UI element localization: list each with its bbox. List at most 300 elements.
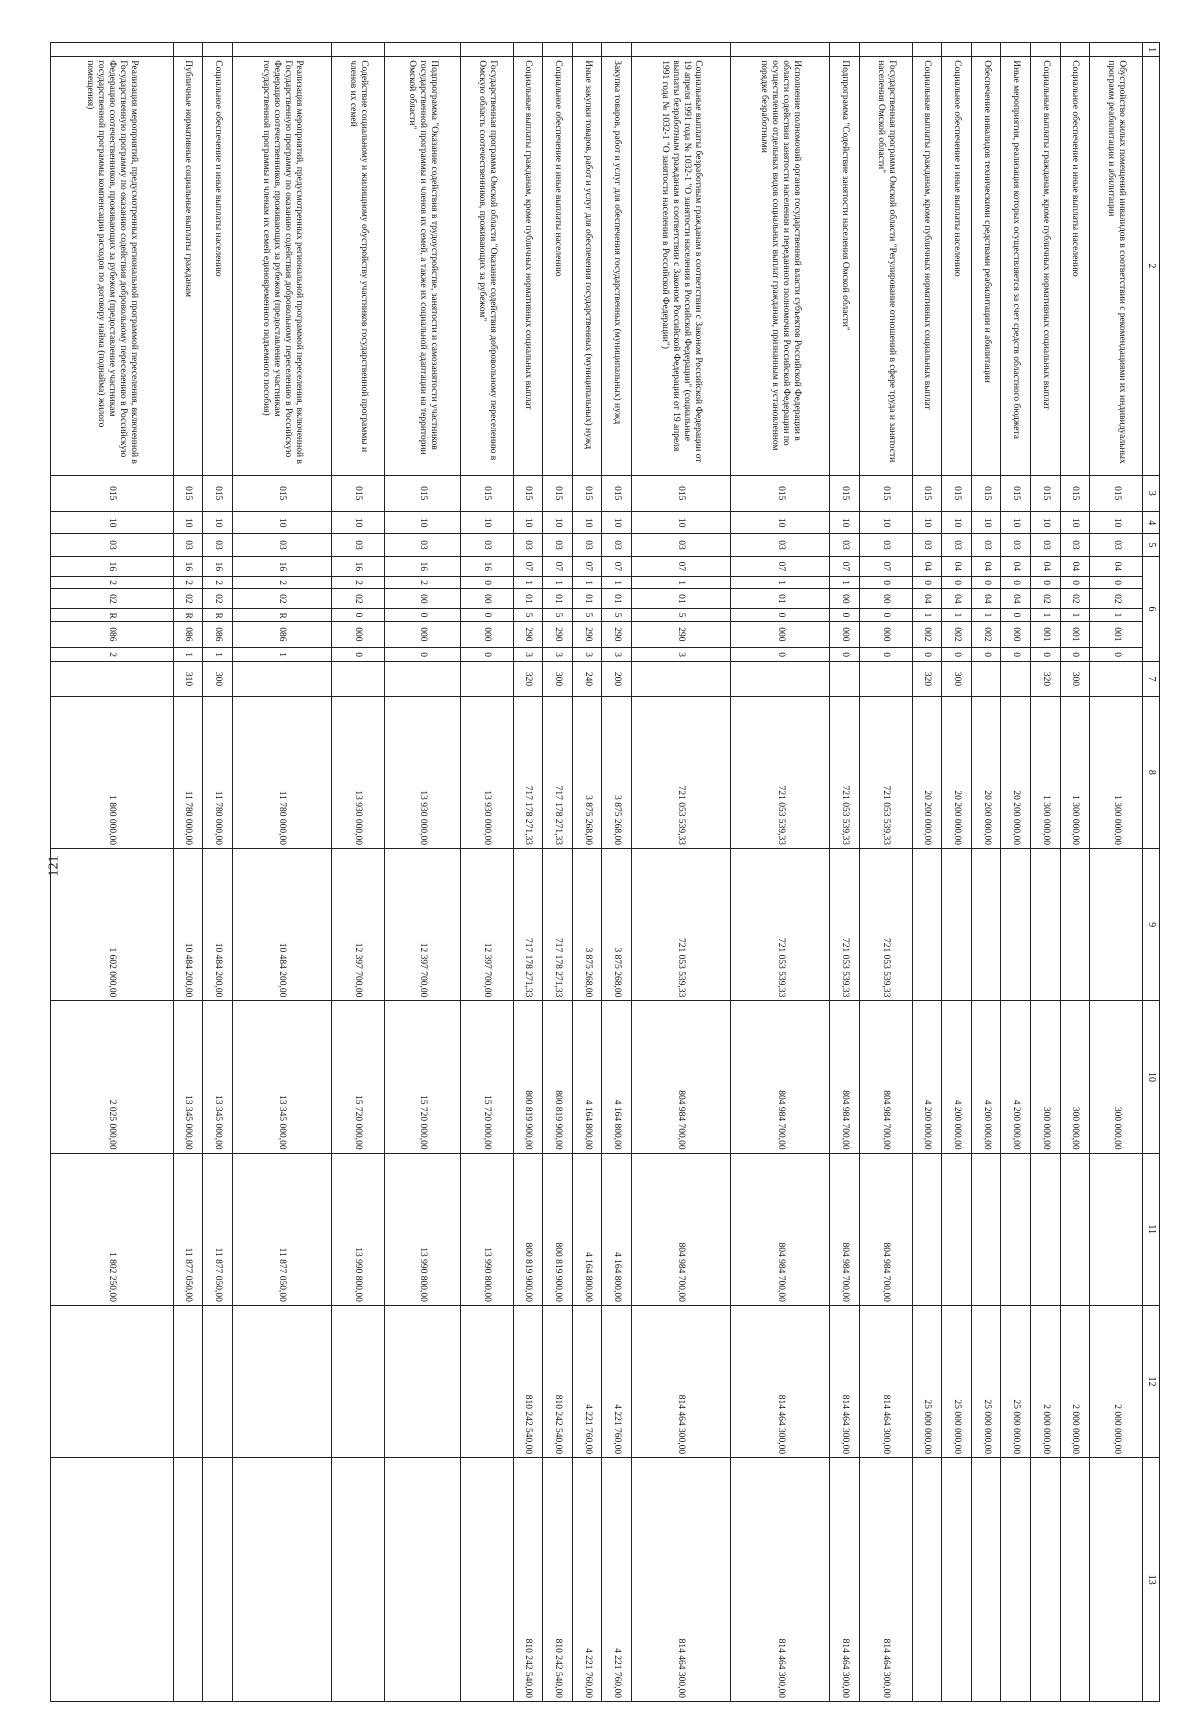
target-article-segment: 0 [1090, 648, 1143, 662]
target-article-segment: 04 [1090, 556, 1143, 576]
target-article-segment: 002 [942, 621, 972, 647]
section-code-cell: 10 [602, 512, 632, 534]
column-header-5: 5 [1143, 534, 1160, 556]
target-article-segment: 0 [859, 648, 912, 662]
subsection-code-cell: 03 [859, 534, 912, 556]
amount-cell-9: 12 397 700,00 [460, 849, 513, 1001]
target-article-segment: 001 [1090, 621, 1143, 647]
target-article-segment: 086 [51, 621, 174, 647]
target-article-segment: 07 [602, 556, 632, 576]
amount-cell-10: 804 984 700,00 [631, 1001, 730, 1153]
amount-cell-11: 804 984 700,00 [731, 1153, 830, 1305]
department-code-cell: 015 [203, 475, 233, 512]
amount-cell-9: 12 397 700,00 [332, 849, 385, 1001]
amount-cell-11 [1031, 1153, 1061, 1305]
target-article-segment: 07 [830, 556, 860, 576]
target-article-segment: R [51, 609, 174, 621]
amount-cell-11: 804 984 700,00 [631, 1153, 730, 1305]
table-row [513, 43, 543, 1702]
target-article-segment: 16 [460, 556, 513, 576]
row-number-cell [232, 43, 331, 57]
amount-cell-12: 25 000 000,00 [971, 1305, 1001, 1457]
item-name-cell: Закупка товаров, работ и услуг для обеспечения государственных (муниципальных) нужд [602, 57, 632, 475]
table-row [1090, 43, 1143, 1702]
target-article-segment: 07 [859, 556, 912, 576]
target-article-segment: 5 [631, 609, 730, 621]
amount-cell-12: 814 464 300,00 [631, 1305, 730, 1457]
target-article-segment: 02 [1090, 589, 1143, 609]
amount-cell-12: 4 221 760,00 [602, 1305, 632, 1457]
row-number-cell [912, 43, 942, 57]
subsection-code-cell: 03 [203, 534, 233, 556]
amount-cell-10: 4 200 000,00 [1001, 1001, 1031, 1153]
target-article-segment: 00 [859, 589, 912, 609]
target-article-segment: 1 [173, 648, 203, 662]
target-article-segment: 1 [1031, 609, 1061, 621]
amount-cell-12: 814 464 300,00 [830, 1305, 860, 1457]
item-name-cell: Реализация мероприятий, предусмотренных региональной программой переселения, включенной в Государственную программу по оказанию содействия добровольному переселению в Российскую Федерацию соотечественников, проживающих за рубежом (предоставление участникам государственной программы компенсации расходов по договору найма (поднайма) жилого помещения) [51, 57, 174, 475]
department-code-cell: 015 [173, 475, 203, 512]
amount-cell-8: 13 930 000,00 [332, 696, 385, 848]
table-row [971, 43, 1001, 1702]
amount-cell-11: 13 990 800,00 [332, 1153, 385, 1305]
target-article-segment: 290 [602, 621, 632, 647]
amount-cell-9: 717 178 271,33 [543, 849, 573, 1001]
target-article-segment: 0 [830, 609, 860, 621]
target-article-segment: 02 [203, 589, 233, 609]
target-article-segment: 5 [543, 609, 573, 621]
target-article-segment: 2 [232, 577, 331, 589]
amount-cell-8: 20 200 000,00 [912, 696, 942, 848]
target-article-segment: 04 [942, 589, 972, 609]
column-header-10: 10 [1143, 1001, 1160, 1153]
target-article-segment: 002 [971, 621, 1001, 647]
amount-cell-9: 10 484 200,00 [203, 849, 233, 1001]
target-article-segment: 5 [513, 609, 543, 621]
amount-cell-12: 2 000 000,00 [1090, 1305, 1143, 1457]
target-article-segment: 000 [731, 621, 830, 647]
table-row [1060, 43, 1090, 1702]
target-article-segment: 0 [1090, 577, 1143, 589]
amount-cell-9 [1090, 849, 1143, 1001]
row-number-cell [602, 43, 632, 57]
amount-cell-11 [1060, 1153, 1090, 1305]
amount-cell-13: 810 242 540,00 [513, 1458, 543, 1702]
target-article-segment: 01 [572, 589, 602, 609]
expense-type-cell: 300 [1060, 662, 1090, 697]
amount-cell-13 [203, 1458, 233, 1702]
row-number-cell [942, 43, 972, 57]
row-number-cell [830, 43, 860, 57]
table-row [912, 43, 942, 1702]
item-name-cell: Социальные выплаты гражданам, кроме публичных нормативных социальных выплат [513, 57, 543, 475]
target-article-segment: 04 [971, 556, 1001, 576]
target-article-segment: 04 [942, 556, 972, 576]
target-article-segment: 000 [332, 621, 385, 647]
section-code-cell: 10 [859, 512, 912, 534]
target-article-segment: 000 [384, 621, 460, 647]
department-code-cell: 015 [572, 475, 602, 512]
amount-cell-10: 300 000,00 [1090, 1001, 1143, 1153]
target-article-segment: 0 [460, 609, 513, 621]
table-row [384, 43, 460, 1702]
section-code-cell: 10 [971, 512, 1001, 534]
target-article-segment: 00 [460, 589, 513, 609]
target-article-segment: 07 [572, 556, 602, 576]
row-number-cell [1060, 43, 1090, 57]
amount-cell-8: 11 780 000,00 [173, 696, 203, 848]
amount-cell-10: 2 025 000,00 [51, 1001, 174, 1153]
subsection-code-cell: 03 [731, 534, 830, 556]
target-article-segment: 000 [830, 621, 860, 647]
amount-cell-8: 11 780 000,00 [232, 696, 331, 848]
amount-cell-8: 3 875 268,00 [572, 696, 602, 848]
amount-cell-13 [384, 1458, 460, 1702]
target-article-segment: 0 [1031, 648, 1061, 662]
subsection-code-cell: 03 [912, 534, 942, 556]
target-article-segment: 1 [543, 577, 573, 589]
target-article-segment: 0 [942, 577, 972, 589]
amount-cell-11: 804 984 700,00 [859, 1153, 912, 1305]
table-body [51, 43, 1143, 1702]
table-row [859, 43, 912, 1702]
amount-cell-13: 4 221 760,00 [602, 1458, 632, 1702]
item-name-cell: Государственная программа Омской области "Оказание содействия добровольному переселению в Омскую область соотечественников, проживающих за рубежом" [460, 57, 513, 475]
subsection-code-cell: 03 [232, 534, 331, 556]
amount-cell-13: 814 464 300,00 [631, 1458, 730, 1702]
target-article-segment: 01 [631, 589, 730, 609]
table-row [543, 43, 573, 1702]
table-row [942, 43, 972, 1702]
department-code-cell: 015 [543, 475, 573, 512]
amount-cell-9: 3 875 268,00 [602, 849, 632, 1001]
amount-cell-10: 15 720 000,00 [332, 1001, 385, 1153]
amount-cell-12 [384, 1305, 460, 1457]
department-code-cell: 015 [859, 475, 912, 512]
department-code-cell: 015 [602, 475, 632, 512]
amount-cell-11 [912, 1153, 942, 1305]
amount-cell-9 [971, 849, 1001, 1001]
target-article-segment: 2 [384, 577, 460, 589]
column-header-3: 3 [1143, 475, 1160, 512]
amount-cell-10: 15 720 000,00 [384, 1001, 460, 1153]
amount-cell-13 [1060, 1458, 1090, 1702]
expense-type-cell: 310 [173, 662, 203, 697]
target-article-segment: 02 [51, 589, 174, 609]
amount-cell-12: 810 242 540,00 [513, 1305, 543, 1457]
department-code-cell: 015 [942, 475, 972, 512]
amount-cell-10: 4 164 800,00 [572, 1001, 602, 1153]
amount-cell-11: 13 990 800,00 [460, 1153, 513, 1305]
subsection-code-cell: 03 [384, 534, 460, 556]
amount-cell-10: 300 000,00 [1060, 1001, 1090, 1153]
item-name-cell: Социальное обеспечение и иные выплаты населению [942, 57, 972, 475]
amount-cell-13 [51, 1458, 174, 1702]
table-row [1001, 43, 1031, 1702]
amount-cell-13: 810 242 540,00 [543, 1458, 573, 1702]
amount-cell-11: 4 164 800,00 [572, 1153, 602, 1305]
department-code-cell: 015 [232, 475, 331, 512]
item-name-cell: Иные закупки товаров, работ и услуг для обеспечения государственных (муниципальных) нужд [572, 57, 602, 475]
target-article-segment: 02 [332, 589, 385, 609]
target-article-segment: 04 [1001, 556, 1031, 576]
row-number-cell [859, 43, 912, 57]
amount-cell-12: 2 000 000,00 [1060, 1305, 1090, 1457]
target-article-segment: 07 [631, 556, 730, 576]
department-code-cell: 015 [912, 475, 942, 512]
section-code-cell: 10 [830, 512, 860, 534]
amount-cell-13 [332, 1458, 385, 1702]
target-article-segment: 0 [332, 609, 385, 621]
section-code-cell: 10 [631, 512, 730, 534]
item-name-cell: Реализация мероприятий, предусмотренных региональной программой переселения, включенной в Государственную программу по оказанию содействия добровольному переселению в Российскую Федерацию соотечественников, проживающих за рубежом (предоставление участникам государственной программы и членам их семей единовременного подъемного пособия) [232, 57, 331, 475]
section-code-cell: 10 [332, 512, 385, 534]
amount-cell-8: 1 300 000,00 [1060, 696, 1090, 848]
amount-cell-10: 804 984 700,00 [731, 1001, 830, 1153]
amount-cell-9 [912, 849, 942, 1001]
expense-type-cell [384, 662, 460, 697]
amount-cell-8: 1 300 000,00 [1090, 696, 1143, 848]
department-code-cell: 015 [1090, 475, 1143, 512]
table-row [1031, 43, 1061, 1702]
expense-type-cell [731, 662, 830, 697]
amount-cell-8: 20 200 000,00 [942, 696, 972, 848]
amount-cell-10: 4 200 000,00 [912, 1001, 942, 1153]
row-number-cell [631, 43, 730, 57]
target-article-segment: 000 [859, 621, 912, 647]
section-code-cell: 10 [513, 512, 543, 534]
target-article-segment: 07 [731, 556, 830, 576]
column-header-1: 1 [1143, 43, 1160, 57]
target-article-segment: 1 [631, 577, 730, 589]
amount-cell-13 [912, 1458, 942, 1702]
target-article-segment: 290 [513, 621, 543, 647]
amount-cell-13: 814 464 300,00 [731, 1458, 830, 1702]
item-name-cell: Социальное обеспечение и иные выплаты населению [1060, 57, 1090, 475]
row-number-cell [384, 43, 460, 57]
amount-cell-13 [1090, 1458, 1143, 1702]
department-code-cell: 015 [1060, 475, 1090, 512]
amount-cell-9: 721 053 539,33 [830, 849, 860, 1001]
section-code-cell: 10 [232, 512, 331, 534]
subsection-code-cell: 03 [513, 534, 543, 556]
amount-cell-8: 13 930 000,00 [384, 696, 460, 848]
expense-type-cell [631, 662, 730, 697]
amount-cell-9 [1060, 849, 1090, 1001]
row-number-cell [460, 43, 513, 57]
amount-cell-8: 721 053 539,33 [830, 696, 860, 848]
target-article-segment: 0 [1001, 609, 1031, 621]
amount-cell-11 [942, 1153, 972, 1305]
target-article-segment: 1 [602, 577, 632, 589]
target-article-segment: 086 [232, 621, 331, 647]
expense-type-cell: 240 [572, 662, 602, 697]
amount-cell-11: 4 164 800,00 [602, 1153, 632, 1305]
amount-cell-8: 13 930 000,00 [460, 696, 513, 848]
subsection-code-cell: 03 [572, 534, 602, 556]
target-article-segment: 1 [830, 577, 860, 589]
amount-cell-12: 814 464 300,00 [731, 1305, 830, 1457]
table-row [203, 43, 233, 1702]
row-number-cell [971, 43, 1001, 57]
row-number-cell [1001, 43, 1031, 57]
target-article-segment: 16 [332, 556, 385, 576]
amount-cell-11: 800 819 900,00 [543, 1153, 573, 1305]
amount-cell-12 [173, 1305, 203, 1457]
target-article-segment: 07 [513, 556, 543, 576]
target-article-segment: 02 [173, 589, 203, 609]
amount-cell-9: 721 053 539,33 [859, 849, 912, 1001]
target-article-segment: 1 [232, 648, 331, 662]
amount-cell-13: 4 221 760,00 [572, 1458, 602, 1702]
row-number-cell [173, 43, 203, 57]
target-article-segment: 00 [830, 589, 860, 609]
target-article-segment: 16 [51, 556, 174, 576]
amount-cell-10: 800 819 900,00 [543, 1001, 573, 1153]
target-article-segment: 1 [513, 577, 543, 589]
amount-cell-8: 717 178 271,33 [513, 696, 543, 848]
target-article-segment: 1 [912, 609, 942, 621]
table-row [830, 43, 860, 1702]
section-code-cell: 10 [1031, 512, 1061, 534]
subsection-code-cell: 03 [1090, 534, 1143, 556]
department-code-cell: 015 [332, 475, 385, 512]
amount-cell-13 [232, 1458, 331, 1702]
amount-cell-12: 4 221 760,00 [572, 1305, 602, 1457]
item-name-cell: Социальные выплаты гражданам, кроме публичных нормативных социальных выплат [1031, 57, 1061, 475]
amount-cell-12 [332, 1305, 385, 1457]
target-article-segment: 3 [543, 648, 573, 662]
row-number-cell [543, 43, 573, 57]
target-article-segment: 02 [1031, 589, 1061, 609]
section-code-cell: 10 [1060, 512, 1090, 534]
subsection-code-cell: 03 [543, 534, 573, 556]
amount-cell-9: 717 178 271,33 [513, 849, 543, 1001]
section-code-cell: 10 [203, 512, 233, 534]
department-code-cell: 015 [384, 475, 460, 512]
table-row [731, 43, 830, 1702]
amount-cell-8: 721 053 539,33 [731, 696, 830, 848]
budget-table [50, 42, 1160, 1702]
amount-cell-11: 11 877 050,00 [232, 1153, 331, 1305]
section-code-cell: 10 [460, 512, 513, 534]
table-row [51, 43, 174, 1702]
amount-cell-11 [1001, 1153, 1031, 1305]
department-code-cell: 015 [513, 475, 543, 512]
item-name-cell: Обеспечение инвалидов техническими средствами реабилитации и абилитации [971, 57, 1001, 475]
subsection-code-cell: 03 [631, 534, 730, 556]
amount-cell-8: 721 053 539,33 [631, 696, 730, 848]
amount-cell-8: 3 875 268,00 [602, 696, 632, 848]
amount-cell-10: 13 345 000,00 [232, 1001, 331, 1153]
target-article-segment: 01 [602, 589, 632, 609]
section-code-cell: 10 [384, 512, 460, 534]
item-name-cell: Социальные выплаты безработным гражданам в соответствии с Законом Российской Федерации от 19 апреля 1991 года № 1032-1 "О занятости населения в Российской Федерации" (социальные выплаты безработным гражданам в соответствии с Законом Российской Федерации от 19 апреля 1991 года № 1032-1 "О занятости населения в Российской Федерации") [631, 57, 730, 475]
target-article-segment: 16 [384, 556, 460, 576]
section-code-cell: 10 [51, 512, 174, 534]
expense-type-cell [232, 662, 331, 697]
target-article-segment: 0 [384, 609, 460, 621]
expense-type-cell [859, 662, 912, 697]
expense-type-cell: 300 [942, 662, 972, 697]
department-code-cell: 015 [460, 475, 513, 512]
column-header-13: 13 [1143, 1458, 1160, 1702]
amount-cell-12 [51, 1305, 174, 1457]
target-article-segment: R [173, 609, 203, 621]
item-name-cell: Исполнение полномочий органов государственной власти субъектов Российской Федерации в области содействия занятости населения и переданного полномочия Российской Федерации по осуществлению отдельных видов социальных выплат гражданам, признанным в установленном порядке безработными [731, 57, 830, 475]
table-row [232, 43, 331, 1702]
department-code-cell: 015 [830, 475, 860, 512]
target-article-segment: 00 [384, 589, 460, 609]
amount-cell-12: 2 000 000,00 [1031, 1305, 1061, 1457]
amount-cell-10: 15 720 000,00 [460, 1001, 513, 1153]
amount-cell-9 [1001, 849, 1031, 1001]
expense-type-cell [460, 662, 513, 697]
amount-cell-12: 810 242 540,00 [543, 1305, 573, 1457]
section-code-cell: 10 [543, 512, 573, 534]
row-number-cell [51, 43, 174, 57]
target-article-segment: 01 [513, 589, 543, 609]
amount-cell-13 [971, 1458, 1001, 1702]
target-article-segment: 04 [912, 589, 942, 609]
table-row [631, 43, 730, 1702]
target-article-segment: 0 [912, 577, 942, 589]
amount-cell-10: 804 984 700,00 [830, 1001, 860, 1153]
department-code-cell: 015 [631, 475, 730, 512]
row-number-cell [1090, 43, 1143, 57]
target-article-segment: R [232, 609, 331, 621]
amount-cell-10: 13 345 000,00 [173, 1001, 203, 1153]
target-article-segment: 0 [731, 648, 830, 662]
target-article-segment: 16 [232, 556, 331, 576]
amount-cell-9: 10 484 200,00 [173, 849, 203, 1001]
column-header-4: 4 [1143, 512, 1160, 534]
table-row [173, 43, 203, 1702]
target-article-segment: 1 [942, 609, 972, 621]
target-article-segment: 0 [460, 648, 513, 662]
target-article-segment: 0 [731, 609, 830, 621]
amount-cell-11: 804 984 700,00 [830, 1153, 860, 1305]
target-article-segment: 0 [859, 577, 912, 589]
rotated-table-container [50, 42, 1160, 1702]
amount-cell-11: 11 877 050,00 [173, 1153, 203, 1305]
amount-cell-8: 20 200 000,00 [1001, 696, 1031, 848]
section-code-cell: 10 [912, 512, 942, 534]
subsection-code-cell: 03 [602, 534, 632, 556]
subsection-code-cell: 03 [1060, 534, 1090, 556]
expense-type-cell [1001, 662, 1031, 697]
amount-cell-10: 4 200 000,00 [971, 1001, 1001, 1153]
target-article-segment: 1 [1060, 609, 1090, 621]
target-article-segment: 1 [572, 577, 602, 589]
row-number-cell [572, 43, 602, 57]
column-header-9: 9 [1143, 849, 1160, 1001]
amount-cell-11 [1090, 1153, 1143, 1305]
item-name-cell: Публичные нормативные социальные выплаты гражданам [173, 57, 203, 475]
department-code-cell: 015 [51, 475, 174, 512]
target-article-segment: 0 [1001, 577, 1031, 589]
amount-cell-9: 721 053 539,33 [631, 849, 730, 1001]
amount-cell-8: 1 800 000,00 [51, 696, 174, 848]
table-row [572, 43, 602, 1702]
target-article-segment: 002 [912, 621, 942, 647]
target-article-segment: 02 [232, 589, 331, 609]
table-row [602, 43, 632, 1702]
row-number-cell [731, 43, 830, 57]
subsection-code-cell: 03 [1001, 534, 1031, 556]
expense-type-cell: 300 [203, 662, 233, 697]
target-article-segment: 290 [631, 621, 730, 647]
